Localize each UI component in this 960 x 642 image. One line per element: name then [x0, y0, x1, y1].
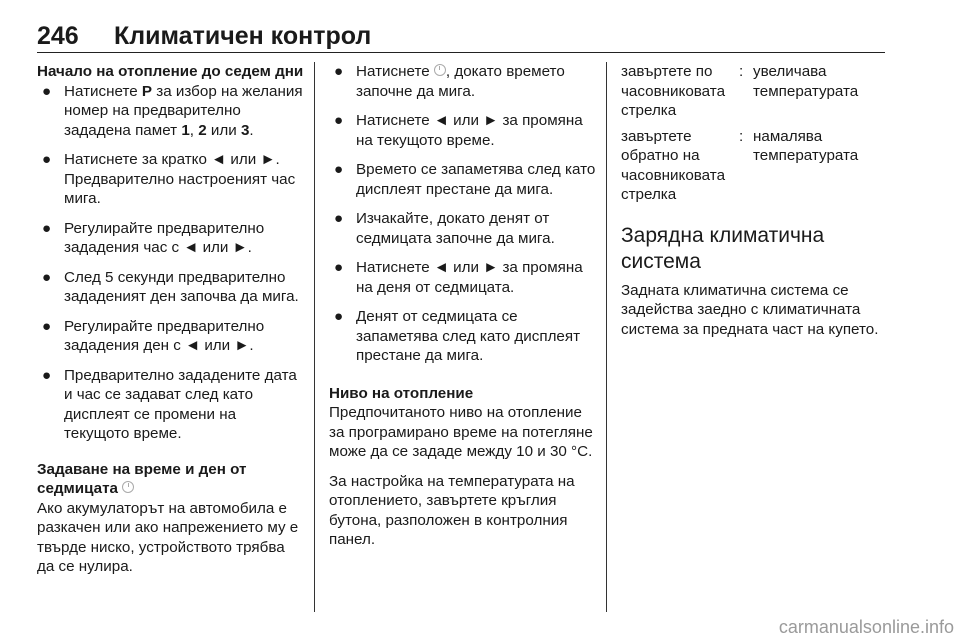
- bullet-icon: ●: [334, 308, 344, 325]
- table-row: завъртете обратно на часовниковата стрелка : намалява температурата: [621, 127, 859, 203]
- steps-list: [37, 82, 305, 444]
- list-item: ● Денят от седмицата се запаметява след като дисплеят престане да мига.: [334, 308, 581, 364]
- bullet-icon: ●: [42, 151, 52, 168]
- list-item: ● Времето се запаметява след като дисплеят престане да мига.: [334, 161, 596, 198]
- bullet-icon: ●: [334, 63, 344, 80]
- bullet-icon: ●: [42, 268, 52, 286]
- list-item: ● Натиснете ◄ или ► за промяна на деня от седмицата.: [334, 259, 583, 296]
- column-right: [621, 62, 885, 349]
- paragraph: Задната климатична система се задейства заедно с климатичната система за предната част на купето.: [621, 281, 879, 338]
- table-row: завъртете по часовниковата стрелка : увеличава температурата: [621, 63, 859, 119]
- list-item: ● Натиснете P за избор на желания номер на предварително зададена памет 1, 2 или 3.: [42, 82, 303, 139]
- bullet-icon: ●: [334, 112, 344, 129]
- section-title: Начало на отопление до седем дни: [37, 63, 304, 80]
- section-heading: Зарядна климатична система: [621, 223, 825, 273]
- section-title: Задаване на време и ден от седмицата: [37, 460, 247, 497]
- list-item: ● Натиснете , докато времето започне да мига.: [334, 63, 565, 100]
- page-number: 246: [37, 22, 79, 50]
- clock-icon: [434, 64, 446, 76]
- column-divider: [314, 62, 315, 612]
- list-item: ● След 5 секунди предварително зададеният ден започва да мига.: [42, 268, 299, 305]
- paragraph: Предпочитаното ниво на отопление за програмирано време на потегляне може да се зададе между 10 и 30 °C.: [329, 404, 593, 460]
- bullet-icon: ●: [334, 210, 344, 227]
- list-item: ● Натиснете ◄ или ► за промяна на текущото време.: [334, 112, 583, 149]
- bullet-icon: ●: [42, 317, 52, 335]
- watermark: carmanualsonline.info: [778, 617, 954, 637]
- steps-list: [329, 62, 597, 366]
- column-divider: [606, 62, 607, 612]
- list-item: ● Изчакайте, докато денят от седмицата започне да мига.: [334, 210, 555, 247]
- list-item: ● Предварително зададените дата и час се задават след като дисплеят се промени на текущото време.: [42, 366, 297, 442]
- clock-icon: [122, 481, 134, 493]
- section-title: Ниво на отопление: [329, 384, 474, 402]
- bullet-icon: ●: [334, 259, 344, 276]
- list-item: ● Регулирайте предварително зададения час с ◄ или ►.: [42, 219, 265, 256]
- list-item: ● Регулирайте предварително зададения ден с ◄ или ►.: [42, 317, 265, 354]
- bullet-icon: ●: [42, 219, 52, 237]
- paragraph: Ако акумулаторът на автомобила е разкачен или ако напрежението му е твърде ниско, устройството трябва да се нулира.: [37, 499, 299, 575]
- column-left: [37, 62, 305, 587]
- paragraph: За настройка на температурата на отоплението, завъртете кръглия бутона, разположен в контролния панел.: [329, 472, 575, 548]
- bullet-icon: ●: [334, 161, 344, 178]
- bullet-icon: ●: [42, 82, 52, 100]
- chapter-title: Климатичен контрол: [114, 22, 372, 50]
- page-header: [37, 18, 885, 53]
- bullet-icon: ●: [42, 366, 52, 384]
- column-middle: [329, 62, 597, 560]
- list-item: ● Натиснете за кратко ◄ или ►. Предварително настроеният час мига.: [42, 151, 296, 207]
